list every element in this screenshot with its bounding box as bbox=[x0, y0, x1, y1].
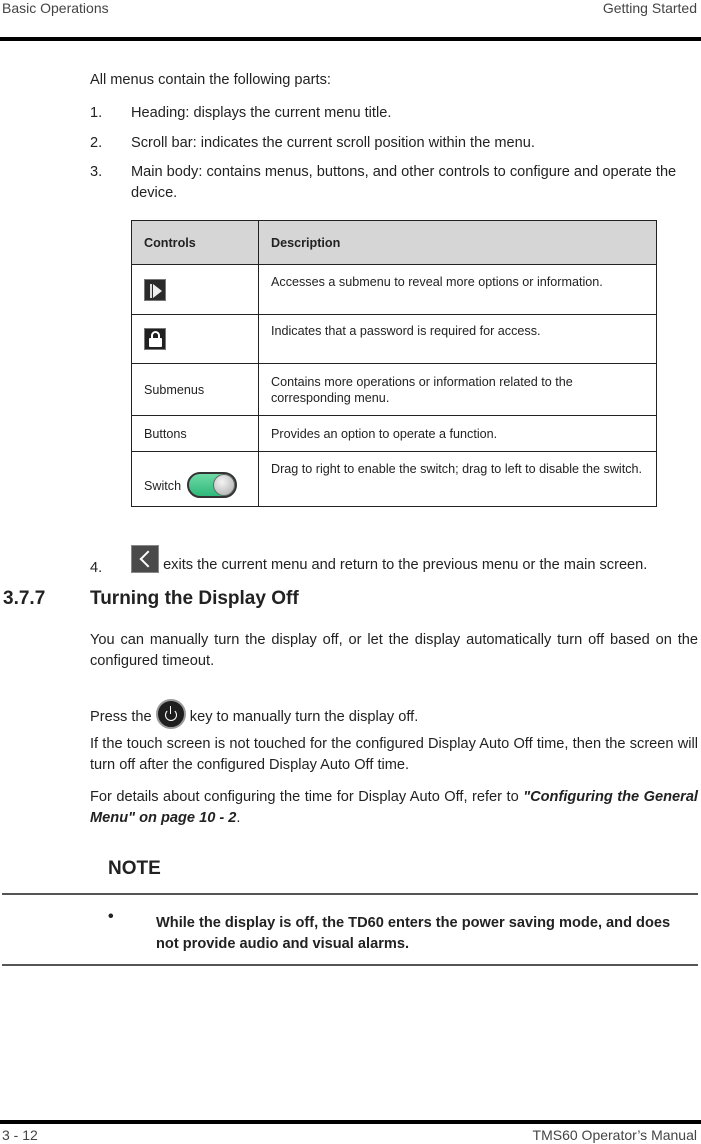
paragraph-4-after: . bbox=[236, 810, 241, 826]
table-cell-description: Provides an option to operate a function. bbox=[259, 416, 657, 452]
footer-manual-title: TMS60 Operator’s Manual bbox=[532, 1127, 697, 1143]
table-cell-description: Accesses a submenu to reveal more options or information. bbox=[259, 265, 657, 315]
table-cell-control: Buttons bbox=[132, 416, 259, 452]
section-number: 3.7.7 bbox=[3, 588, 46, 609]
footer-page-number: 3 - 12 bbox=[2, 1127, 38, 1143]
footer-rule bbox=[0, 1120, 701, 1124]
paragraph-2 bbox=[90, 699, 698, 729]
header-right: Getting Started bbox=[602, 0, 697, 16]
table-row bbox=[132, 452, 657, 507]
lock-icon bbox=[144, 328, 166, 350]
table-cell-control bbox=[132, 315, 259, 364]
note-text: While the display is off, the TD60 enters the power saving mode, and does not provide audio and visual alarms. bbox=[156, 915, 671, 952]
header-left: Basic Operations bbox=[2, 0, 109, 16]
paragraph-2-before: Press the bbox=[90, 709, 152, 725]
table-cell-description: Drag to right to enable the switch; drag to left to disable the switch. bbox=[259, 452, 657, 507]
back-arrow-icon bbox=[131, 545, 159, 573]
table-cell-control bbox=[132, 265, 259, 315]
table-row bbox=[132, 265, 657, 315]
table-row bbox=[132, 364, 657, 416]
paragraph-3: If the touch screen is not touched for the configured Display Auto Off time, then the screen will turn off after the configured Display Auto Off time. bbox=[90, 736, 698, 773]
header-rule bbox=[0, 37, 701, 41]
table-cell-control: Submenus bbox=[132, 364, 259, 416]
section-title: Turning the Display Off bbox=[90, 588, 299, 609]
table-cell-control bbox=[132, 452, 259, 507]
list-item-number: 1. bbox=[90, 105, 103, 121]
controls-table bbox=[131, 220, 657, 507]
paragraph-4 bbox=[90, 787, 698, 829]
intro-text: All menus contain the following parts: bbox=[90, 72, 331, 88]
cross-reference-link[interactable]: "Configuring the General Menu" on page 10 - 2 bbox=[90, 789, 698, 826]
submenu-arrow-icon bbox=[144, 279, 166, 301]
item4-text: exits the current menu and return to the previous menu or the main screen. bbox=[163, 557, 648, 573]
table-cell-description: Indicates that a password is required for access. bbox=[259, 315, 657, 364]
list-item-text: Main body: contains menus, buttons, and other controls to configure and operate the device. bbox=[131, 164, 677, 201]
paragraph-2-after: key to manually turn the display off. bbox=[189, 709, 419, 725]
table-cell-description: Contains more operations or information related to the corresponding menu. bbox=[259, 364, 657, 416]
note-top-rule bbox=[2, 893, 698, 895]
note-bullet: • bbox=[108, 908, 114, 925]
power-key-icon bbox=[156, 699, 186, 729]
list-item-number: 3. bbox=[90, 164, 103, 180]
note-bottom-rule bbox=[2, 964, 698, 966]
switch-label: Switch bbox=[144, 479, 182, 493]
list-item-text bbox=[131, 545, 701, 576]
list-item-number: 2. bbox=[90, 135, 103, 151]
table-row bbox=[132, 315, 657, 364]
note-title: NOTE bbox=[108, 858, 161, 879]
list-item-number: 4. bbox=[90, 560, 103, 576]
table-header-row bbox=[132, 221, 657, 265]
list-item-text: Heading: displays the current menu title. bbox=[131, 105, 392, 121]
column-header-controls: Controls bbox=[132, 221, 259, 265]
paragraph-1: You can manually turn the display off, or let the display automatically turn off based on the configured timeout. bbox=[90, 632, 698, 669]
paragraph-4-before: For details about configuring the time for Display Auto Off, refer to bbox=[90, 789, 519, 805]
column-header-description: Description bbox=[259, 221, 657, 265]
list-item-text: Scroll bar: indicates the current scroll position within the menu. bbox=[131, 135, 535, 151]
toggle-switch-icon bbox=[187, 472, 237, 498]
table-row bbox=[132, 416, 657, 452]
